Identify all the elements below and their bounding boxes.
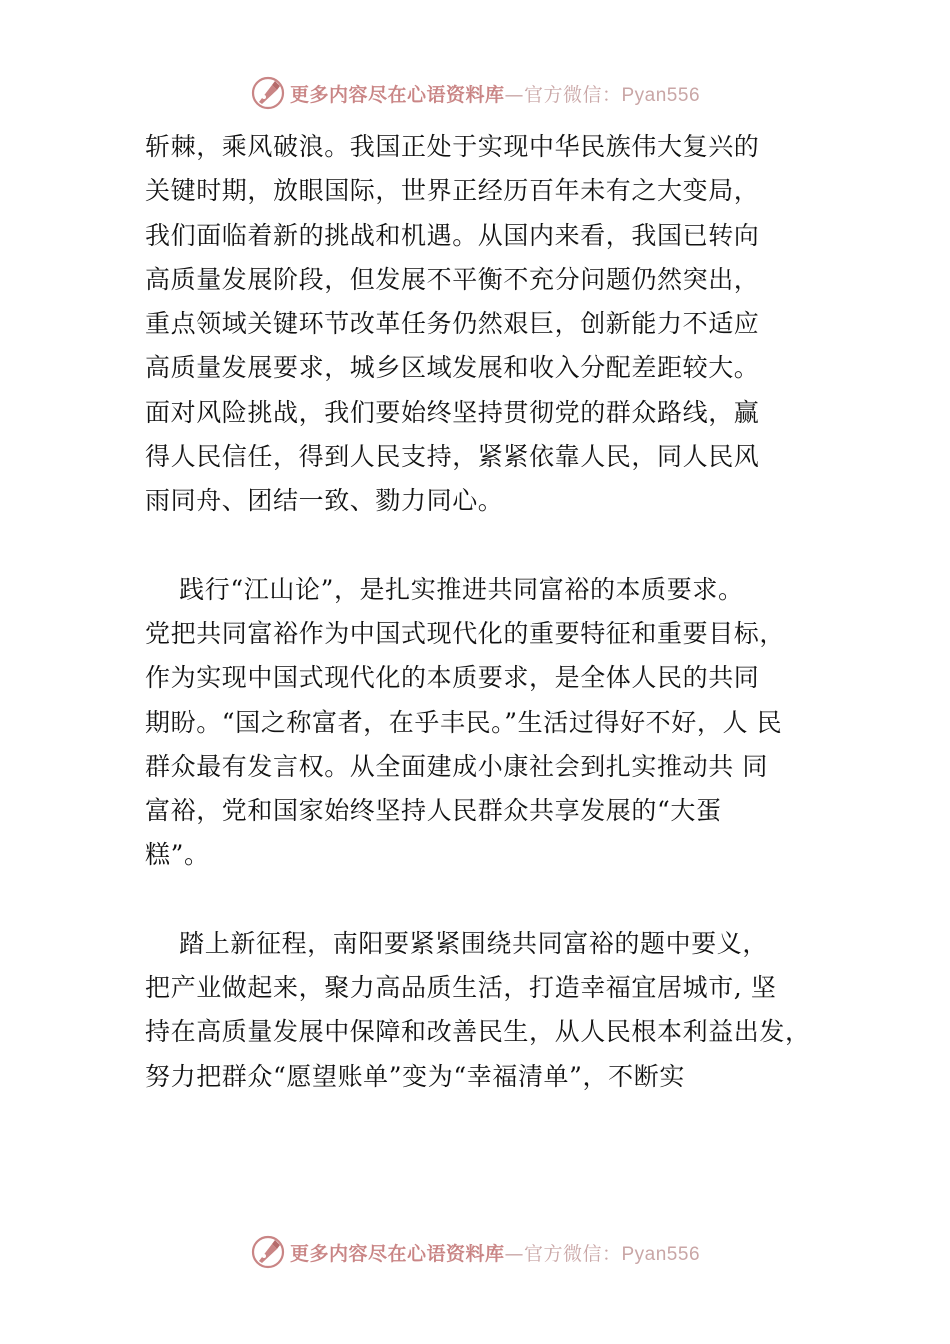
paragraph-2 (145, 568, 845, 878)
watermark-text (290, 80, 700, 107)
paragraph-spacer (145, 524, 845, 568)
paragraph-3 (145, 922, 845, 1099)
footer-watermark (0, 1232, 950, 1272)
text-line: 踏上新征程，南阳要紧紧围绕共同富裕的题中要义， (145, 928, 768, 958)
paragraph-1 (145, 125, 845, 524)
watermark-brand: 更多内容尽在心语资料库 (289, 83, 505, 106)
text-line: 关键时期，放眼国际，世界正经历百年未有之大变局， (145, 176, 760, 206)
document-body (145, 125, 845, 1099)
text-line: 群众最有发言权。从全面建成小康社会到扎实推动共 同 (145, 751, 768, 781)
pen-nib-logo-icon (250, 1234, 286, 1270)
text-line: 期盼。“国之称富者，在乎丰民。”生活过得好不好，人 民 (145, 707, 783, 737)
header-watermark (0, 73, 950, 113)
text-line: 持在高质量发展中保障和改善民生，从人民根本利益出发， (145, 1017, 811, 1047)
text-line: 我们面临着新的挑战和机遇。从国内来看，我国已转向 (145, 220, 760, 250)
watermark-text (290, 1239, 700, 1266)
paragraph-spacer (145, 878, 845, 922)
watermark-label: 官方微信： (523, 1242, 622, 1265)
text-line: 高质量发展阶段，但发展不平衡不充分问题仍然突出， (145, 264, 760, 294)
text-line: 富裕，党和国家始终坚持人民群众共享发展的“大蛋 (145, 796, 722, 826)
text-line: 作为实现中国式现代化的本质要求，是全体人民的共同 (145, 663, 760, 693)
watermark-dash: — (504, 1242, 524, 1265)
text-line: 斩棘，乘风破浪。我国正处于实现中华民族伟大复兴的 (145, 132, 760, 161)
watermark-dash: — (504, 83, 524, 106)
watermark-label: 官方微信： (523, 83, 622, 106)
text-line: 雨同舟、团结一致、勠力同心。 (145, 486, 504, 516)
text-line: 把产业做起来，聚力高品质生活，打造幸福宜居城市, 坚 (145, 973, 777, 1003)
text-line: 党把共同富裕作为中国式现代化的重要特征和重要目标， (145, 618, 786, 648)
watermark-wechat-id: Pyan556 (621, 84, 701, 106)
text-line: 高质量发展要求，城乡区域发展和收入分配差距较大。 (145, 353, 760, 383)
text-line: 践行“江山论”，是扎实推进共同富裕的本质要求。 (145, 574, 744, 604)
text-line: 面对风险挑战，我们要始终坚持贯彻党的群众路线，赢 (145, 397, 760, 427)
pen-nib-logo-icon (250, 75, 286, 111)
text-line: 得人民信任，得到人民支持，紧紧依靠人民，同人民风 (145, 442, 760, 472)
text-line: 重点领域关键环节改革任务仍然艰巨，创新能力不适应 (145, 309, 760, 339)
watermark-brand: 更多内容尽在心语资料库 (289, 1242, 505, 1265)
text-line: 糕”。 (145, 840, 210, 870)
watermark-wechat-id: Pyan556 (621, 1243, 701, 1265)
text-line: 努力把群众“愿望账单”变为“幸福清单”，不断实 (145, 1061, 685, 1091)
